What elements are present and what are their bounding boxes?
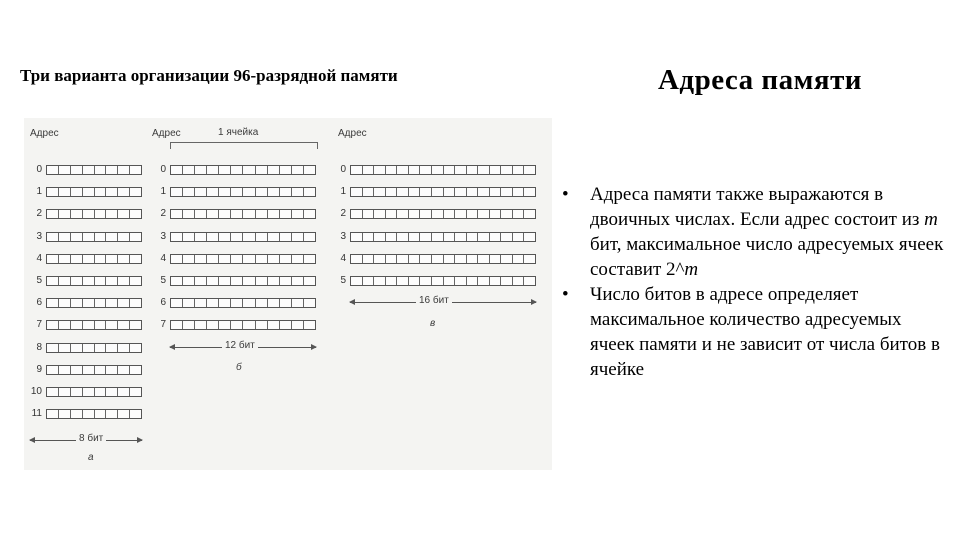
figure-b-memory-cell [170,254,316,264]
figure-b-row-address: 0 [160,164,166,175]
slide-left-title: Три варианта организации 96-разрядной памяти [20,66,398,85]
figure-c-memory-cell [350,187,536,197]
figure-a-memory-cell [46,209,142,219]
figure-a-memory-cell [46,298,142,308]
figure-a-row-address: 4 [36,252,42,264]
figure-b-row-address: 6 [160,297,166,309]
figure-c-bits-label: 16 бит [416,295,452,306]
figure-a-row-address: 9 [36,363,42,375]
figure-a-row-address: 7 [36,319,42,331]
figure-a-row-address: 1 [36,186,42,198]
figure-a-memory-cell [46,187,142,197]
figure-a-memory-cell [46,254,142,264]
figure-a-memory-cell [46,343,142,353]
figure-b-memory-cell [170,320,316,330]
figure-b-bits-label: 12 бит [222,340,258,351]
figure-b-row-address: 3 [160,230,166,242]
figure-b-row-address: 2 [160,208,166,220]
figure-a-row-address: 8 [36,341,42,353]
figure-a-row-address: 10 [30,386,42,397]
slide-title: Адреса памяти [657,64,863,96]
figure-c-caption: в [430,318,436,329]
bullet-text: бит, максимальное число адресуемых ячеек составит 2^ [590,234,944,280]
bullet-text: Адреса памяти также выражаются в двоичных числах. Если адрес состоит из [590,184,925,230]
figure-a-address-label: Адрес [30,128,59,139]
figure-a-memory-cell [46,320,142,330]
figure-a-bits-label: 8 бит [76,433,106,444]
figure-c-row-address: 1 [340,186,346,198]
figure-a-caption: а [88,452,94,463]
figure-a-row-address: 2 [36,208,42,220]
figure-c-row-address: 0 [340,164,346,175]
figure-b-row-address: 1 [160,186,166,198]
figure-b-memory-cell [170,276,316,286]
figure-b-row-address: 7 [160,319,166,331]
bullet-text: Число битов в адресе определяет максимальное количество адресуемых ячеек памяти и не зависит от числа битов в ячейке [590,284,940,380]
figure-b-cell-label: 1 ячейка [218,127,259,138]
bullet-text: m [684,259,699,280]
figure-c-address-label: Адрес [338,128,367,139]
figure-c-memory-cell [350,209,536,219]
figure-a-memory-cell [46,276,142,286]
figure-c-row-address: 2 [340,208,346,220]
figure-a-row-address: 6 [36,297,42,309]
figure-a-row-address: 11 [31,408,42,420]
figure-b-caption: б [236,362,242,373]
figure-a-memory-cell [46,232,142,242]
figure-c-row-address: 5 [340,275,346,286]
figure-a-row-address: 5 [36,275,42,286]
figure-a-memory-cell [46,409,142,419]
memory-organization-figure [24,118,552,470]
figure-b-cell-brace [170,142,318,149]
figure-b-memory-cell [170,232,316,242]
bullet-list [560,182,950,382]
bullet-item [560,282,950,382]
figure-c-memory-cell [350,165,536,175]
figure-b-memory-cell [170,187,316,197]
figure-c-row-address: 4 [340,252,346,264]
figure-a-row-address: 3 [36,230,42,242]
figure-c-memory-cell [350,254,536,264]
bullet-item [560,182,950,282]
figure-c-memory-cell [350,276,536,286]
figure-c-memory-cell [350,232,536,242]
figure-b-address-label: Адрес [152,128,181,139]
figure-a-memory-cell [46,365,142,375]
figure-a-memory-cell [46,387,142,397]
figure-b-memory-cell [170,298,316,308]
figure-b-row-address: 5 [160,275,166,286]
figure-b-memory-cell [170,209,316,219]
figure-b-memory-cell [170,165,316,175]
bullet-text: m [924,209,938,230]
figure-b-row-address: 4 [160,252,166,264]
figure-a-memory-cell [46,165,142,175]
figure-a-row-address: 0 [36,164,42,175]
figure-c-row-address: 3 [340,230,346,242]
